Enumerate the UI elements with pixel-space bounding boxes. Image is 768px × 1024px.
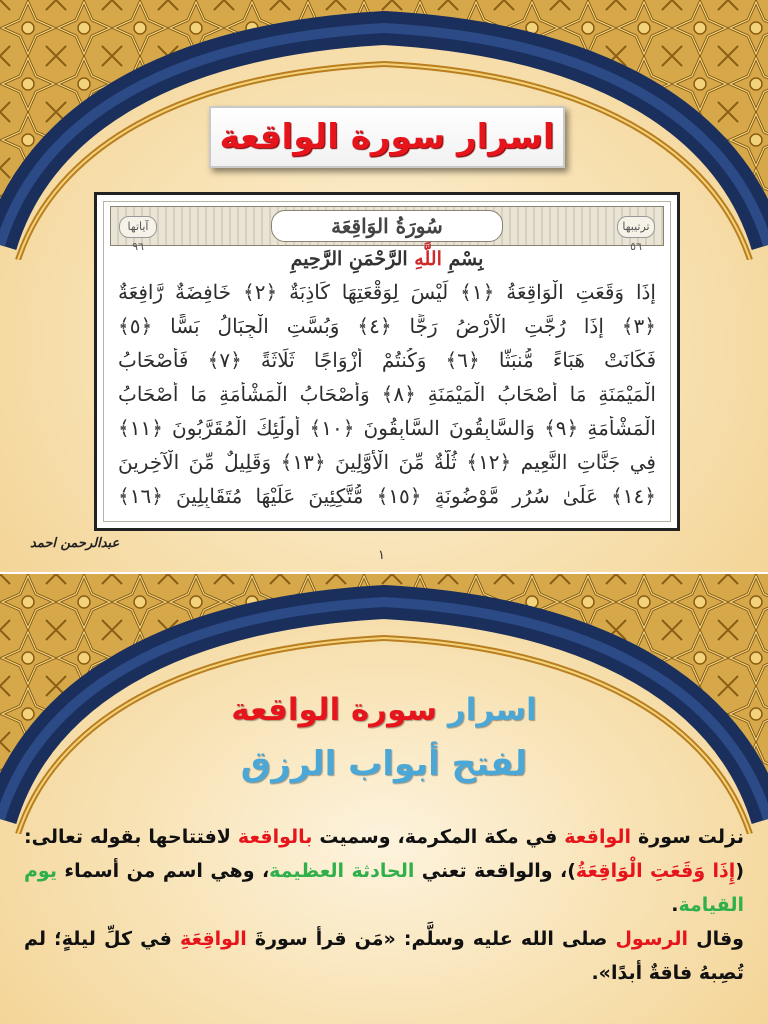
slide-1-title: اسرار سورة الواقعة xyxy=(219,117,555,157)
surah-name: سُورَةُ الوَاقِعَة xyxy=(271,210,503,242)
text-span: لافتتاحها بقوله تعالى: ( xyxy=(24,826,744,882)
verse-line-4: الْمَيْمَنَةِ مَا أَصْحَابُ الْمَيْمَنَةِ ﴿٨﴾ وَأَصْحَابُ الْمَشْأَمَةِ مَا أَصْحَابُ xyxy=(118,382,656,406)
slide-2-body xyxy=(24,820,744,990)
basmala-start: بِسْمِ xyxy=(448,248,484,270)
highlight-meaning: الحادثة العظيمة xyxy=(269,860,415,882)
basmala xyxy=(104,248,670,270)
slide-1-title-box xyxy=(209,106,565,168)
text-span: )، والواقعة تعني xyxy=(414,860,576,882)
verse-line-3: فَكَانَتْ هَبَاءً مُّنبَثًّا ﴿٦﴾ وَكُنتُمْ أَزْوَاجًا ثَلَاثَةً ﴿٧﴾ فَأَصْحَابُ xyxy=(118,348,656,372)
basmala-allah: اللَّهِ xyxy=(414,248,442,270)
text-span: وقال xyxy=(688,928,744,950)
text-span: ، وهي اسم من أسماء xyxy=(56,860,270,882)
highlight-day-of-judgment: يوم القيامة xyxy=(24,860,744,916)
verse-count-badge: آياتها ٩٦ xyxy=(119,216,157,238)
slide-2-subheading: لفتح أبواب الرزق xyxy=(240,744,528,784)
highlight-surah: بالواقعة xyxy=(237,826,313,848)
highlight-verse: إِذَا وَقَعَتِ الْوَاقِعَةُ xyxy=(575,860,736,882)
heading-word-asrar: اسرار xyxy=(447,692,537,728)
highlight-surah: الواقِعَةِ xyxy=(179,928,247,950)
heading-surah-name: سورة الواقعة xyxy=(231,692,438,728)
surah-order-badge: ترتيبها ٥٦ xyxy=(617,216,655,238)
verse-line-2: ﴿٣﴾ إِذَا رُجَّتِ الْأَرْضُ رَجًّا ﴿٤﴾ وَبُسَّتِ الْجِبَالُ بَسًّا ﴿٥﴾ xyxy=(118,314,656,338)
highlight-prophet: الرسول xyxy=(615,928,688,950)
paragraph-hadith xyxy=(24,922,744,990)
verse-line-5: الْمَشْأَمَةِ ﴿٩﴾ وَالسَّابِقُونَ السَّابِقُونَ ﴿١٠﴾ أُولَٰئِكَ الْمُقَرَّبُونَ ﴿١١﴾ xyxy=(118,416,656,440)
verse-line-6: فِي جَنَّاتِ النَّعِيمِ ﴿١٢﴾ ثُلَّةٌ مِّنَ الْأَوَّلِينَ ﴿١٣﴾ وَقَلِيلٌ مِّنَ الْآخِرِينَ xyxy=(118,450,656,474)
highlight-surah: الواقعة xyxy=(564,826,632,848)
mushaf-page-image xyxy=(94,192,680,531)
text-span: صلى الله عليه وسلَّم: «مَن قرأ سورةَ xyxy=(246,928,616,950)
text-span: في كلِّ ليلةٍ؛ لم تُصِبهُ فاقةٌ أبدًا». xyxy=(24,928,744,984)
text-span: نزلت سورة xyxy=(631,826,744,848)
verse-line-1: إِذَا وَقَعَتِ الْوَاقِعَةُ ﴿١﴾ لَيْسَ لِوَقْعَتِهَا كَاذِبَةٌ ﴿٢﴾ خَافِضَةٌ رَّافِعَةٌ xyxy=(118,280,656,304)
author-signature: عبدالرحمن احمد xyxy=(30,536,120,551)
text-span: في مكة المكرمة، وسميت xyxy=(312,826,565,848)
mushaf-frame xyxy=(103,201,671,522)
page-number: ١ xyxy=(378,548,385,563)
paragraph-intro xyxy=(24,820,744,922)
text-span: . xyxy=(671,894,679,916)
basmala-end: الرَّحْمَنِ الرَّحِيمِ xyxy=(290,248,408,270)
surah-header xyxy=(110,206,664,253)
slide-2 xyxy=(0,574,768,1024)
verse-line-7: ﴿١٤﴾ عَلَىٰ سُرُرٍ مَّوْضُونَةٍ ﴿١٥﴾ مُّتَّكِئِينَ عَلَيْهَا مُتَقَابِلِينَ ﴿١٦﴾ xyxy=(118,484,656,508)
slide-2-heading xyxy=(0,692,768,728)
